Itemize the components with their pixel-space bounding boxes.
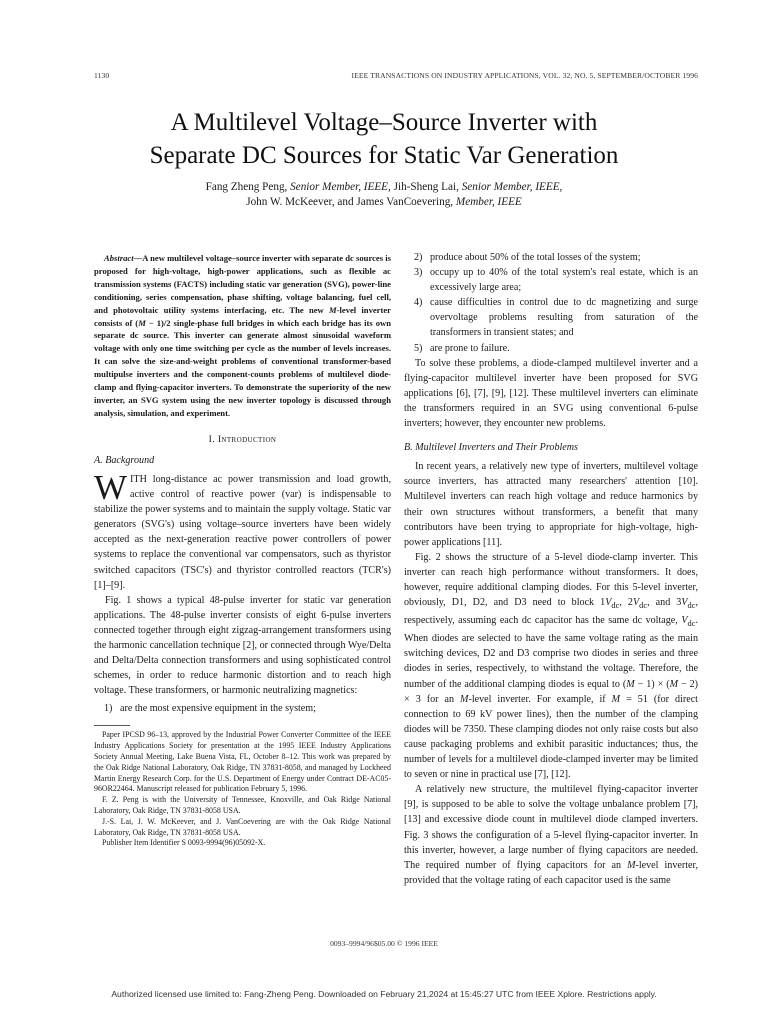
multilevel-paragraph-1: In recent years, a relatively new type of inverters, multilevel voltage source inverters, has attracted many researchers' attention [10]. Multilevel inverters can reach high voltage and reduce harmonics by their own structures without transformers, a benefit that many contributors have been trying to appropriate for high-voltage, high-power applications [11].: [404, 461, 698, 548]
footnote-authors-2-4: J.-S. Lai, J. W. McKeever, and J. VanCoevering are with the Oak Ridge National Laboratory, Oak Ridge, TN 37831-8058 USA.: [94, 816, 391, 837]
subsection-multilevel-inverters: B. Multilevel Inverters and Their Problems: [404, 442, 578, 454]
author-2-role: Senior Member, IEEE,: [461, 181, 563, 193]
journal-header: IEEE TRANSACTIONS ON INDUSTRY APPLICATIONS, VOL. 32, NO. 5, SEPTEMBER/OCTOBER 1996: [351, 71, 698, 80]
author-1: Fang Zheng Peng,: [205, 181, 288, 193]
author-list: [0, 180, 768, 210]
right-column: [404, 250, 698, 888]
list-item: 3) occupy up to 40% of the total system's real estate, which is an excessively large area;: [414, 267, 698, 294]
footnote-divider: [94, 725, 130, 726]
drop-cap: W: [94, 467, 128, 507]
list-item: 4) cause difficulties in control due to dc magnetizing and surge overvoltage problems resulting from saturation of the transformers in transient states; and: [414, 297, 698, 339]
list-item: 5) are prone to failure.: [414, 342, 510, 354]
footnote-manuscript: Paper IPCSD 96–13, approved by the Industrial Power Converter Committee of the IEEE Industry Applications Society for presentation at the 1995 IEEE Industry Applications Society Annual Meeting, Lake Buena Vista, FL, October 8–12. This work was prepared by the Oak Ridge National Laboratory, Oak Ridge, TN 37831-8058, and managed by Lockheed Martin Energy Research Corp. for the U.S. Department of Energy under Contract DE-AC05-96OR22464. Manuscript released for publication February 5, 1996.: [94, 730, 391, 794]
author-2: Jih-Sheng Lai,: [393, 181, 459, 193]
list-item: 2) produce about 50% of the total losses of the system;: [414, 252, 641, 263]
abstract: Abstract—A new multilevel voltage–source inverter with separate dc sources is proposed for high-voltage, high-power applications, such as flexible ac transmission systems (FACTS) including static var generation (SVG), power-line conditioning, series compensation, phase shifting, voltage balancing, fuel cell, and photovoltaic utility systems interfacing, etc. The new M-level inverter consists of (M − 1)/2 single-phase full bridges in which each bridge has its own separate dc source. This inverter can generate almost sinusoidal waveform voltage with only one time switching per cycle as the number of levels increases. It can solve the size-and-weight problems of conventional transformer-based multipulse inverters and the component-counts problems of multilevel diode-clamp and flying-capacitor inverters. To demonstrate the superiority of the new inverter, an SVG system using the new inverter topology is discussed through analysis, simulation, and experiment.: [94, 253, 391, 418]
author-3-role: Member, IEEE: [455, 196, 522, 208]
multilevel-paragraph-3: A relatively new structure, the multilevel flying-capacitor inverter [9], is supposed to be able to solve the voltage unbalance problem [7], [13] and excessive diode count in multilevel diode clamped inverters. Fig. 3 shows the configuration of a 5-level flying-capacitor inverter. In this inverter, however, a large number of flying capacitors are needed. The required number of flying capacitors for an M-level inverter, provided that the voltage rating of each capacitor used is the same: [404, 784, 698, 886]
problems-paragraph: To solve these problems, a diode-clamped multilevel inverter and a flying-capacitor multilevel inverter have been proposed for SVG applications [6], [7], [9], [12]. These multilevel inverters can eliminate the transformers required in an SVG using conventional 6-pulse inverters; however, they encounter new problems.: [404, 357, 698, 430]
left-column: [94, 252, 391, 849]
page-number: 1130: [94, 71, 110, 80]
background-paragraph-2: Fig. 1 shows a typical 48-pulse inverter for static var generation applications. The 48-pulse inverter consists of eight 6-pulse inverters connected together through eight zigzag-arrangement transformers using the harmonic cancellation technique [2], or connected through Wye/Delta and Delta/Delta connection transformers and using sophisticated control schemes, in order to reduce harmonic distortion and to reach high voltage. These transformers, or harmonic neutralizing magnetics:: [94, 594, 391, 697]
paper-title: [0, 106, 768, 172]
list-item: 1) are the most expensive equipment in the system;: [104, 703, 316, 715]
author-3: John W. McKeever, and James VanCoevering,: [246, 196, 454, 208]
section-heading-introduction: I. Introduction: [208, 433, 277, 445]
background-paragraph-1: WITH long-distance ac power transmission and load growth, active control of reactive power (var) is indispensable to stabilize the power systems and to maintain the supply voltage. Static var generators (SVG's) using voltage–source inverters have been widely accepted as the next-generation reactive power controllers of power systems to replace the conventional var compensators, such as thyristor switched capacitors (TSC's) and thyristor controlled reactors (TCR's) [1]–[9].: [94, 467, 391, 591]
author-1-role: Senior Member, IEEE,: [290, 181, 391, 193]
title-line-2: Separate DC Sources for Static Var Generation: [149, 142, 619, 169]
multilevel-paragraph-2: Fig. 2 shows the structure of a 5-level diode-clamp inverter. This inverter can reach high performance without transformers. It does, however, require additional clamping diodes. For this 5-level inverter, obviously, D1, D2, and D3 need to block $1V_{dc}$, $2V_{dc}$, and $3V_{dc}$, respectively, assuming each dc capacitor has the same dc voltage, $V_{dc}$. When diodes are selected to have the same voltage rating as the main switching devices, D2 and D3 comprise two diodes in series and three diodes in series, respectively, to withstand the voltage. Therefore, the number of the additional clamping diodes is equal to (M − 1) × (M − 2) × 3 for an M-level inverter. For example, if M = 51 (for direct connection to 69 kV power lines), then the number of the clamping diodes will be 7350. These clamping diodes not only raise costs but also cause packaging problems and exhibit parasitic inductances; thus, the number of levels for a multilevel diode-clamped inverter may be limited to seven or nine in practical use [7], [12].: [404, 551, 698, 781]
abstract-label: Abstract—: [104, 253, 143, 263]
license-footer: Authorized licensed use limited to: Fang-Zheng Peng. Downloaded on February 21,2024 at 15:45:27 UTC from IEEE Xplore. Restrictions apply.: [111, 989, 657, 999]
title-line-1: A Multilevel Voltage–Source Inverter with: [170, 109, 598, 136]
footnote-publisher-id: Publisher Item Identifier S 0093-9994(96)05092-X.: [102, 838, 266, 848]
copyright-line: 0093–9994/96$05.00 © 1996 IEEE: [330, 939, 438, 948]
footnotes: [94, 730, 391, 849]
problem-list: [404, 250, 698, 356]
footnote-author-1: F. Z. Peng is with the University of Tennessee, Knoxville, and Oak Ridge National Laboratory, Oak Ridge, TN 37831-8058 USA.: [94, 795, 391, 816]
subsection-background: A. Background: [94, 454, 155, 466]
